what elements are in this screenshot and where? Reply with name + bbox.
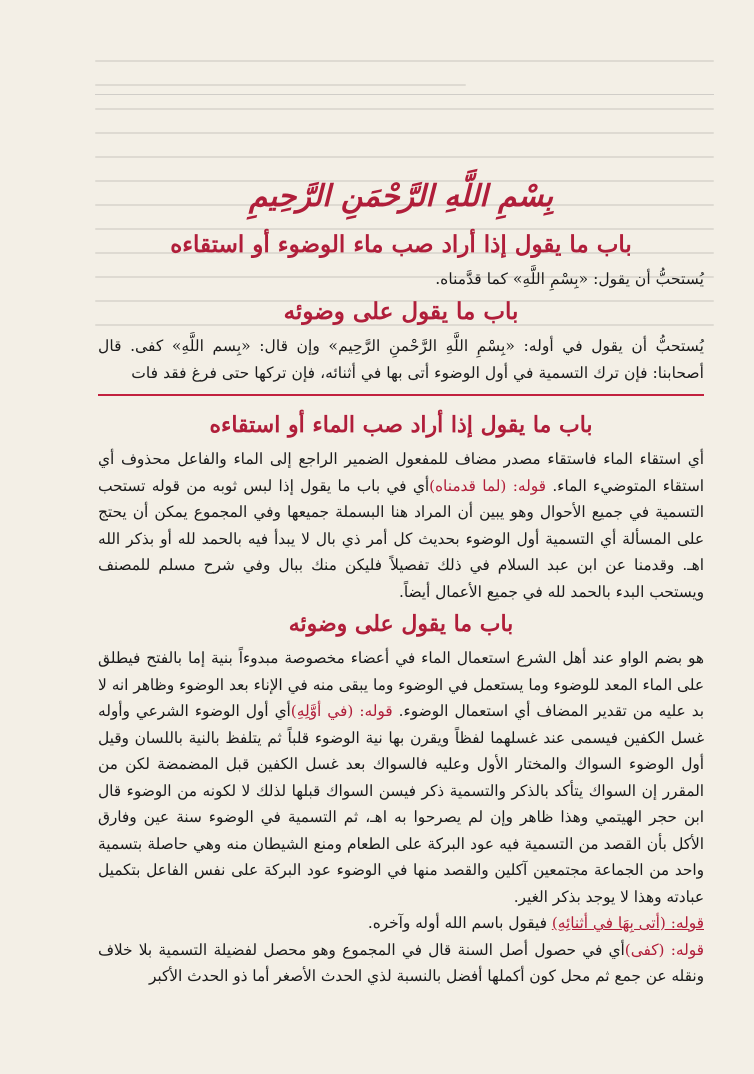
- commentary-2-text-a: هو بضم الواو عند أهل الشرع استعمال الماء في أعضاء مخصوصة مبدوءاً بنية إما بالفتح فيطلق على الماء المعد للوضوء وما يستعمل في الوضوء وما يبقى منه في الإناء بعد الوضوء وظاهر انه لا بد عليه من تقدير المضاف أي استعمال الوضوء.: [98, 649, 704, 720]
- commentary-1-quote: قوله: (لما قدمناه): [429, 476, 546, 495]
- commentary-paragraph-1: [98, 446, 704, 605]
- commentary-paragraph-4: [98, 937, 704, 990]
- commentary-title-2: باب ما يقول على وضوئه: [288, 611, 514, 637]
- section-divider: [98, 394, 704, 396]
- commentary-2-text-b: أي أول الوضوء الشرعي وأوله غسل الكفين فيسمى عند غسلهما لفظاً ويقرن بها نية الوضوء قلباً ثم يتلفظ بالنية باللسان وقيل أول الوضوء السواك والمختار الأول وعليه فالسواك بعد غسل الكفين قبل المضمضة لكن من المقرر إن السواك يتأكد بالذكر والتسمية ذكر فيسن السواك قبلها لذلك لا لكونه من الوضوء قال ابن حجر الهيتمي وهذا ظاهر وإن لم يصرحوا به اهـ، ثم التسمية في الوضوء سنة عين وفارق الأكل بأن القصد من التسمية فيه عود البركة على الطعام ومنع الشيطان منه وهي حاصلة بتسمية واحد من الجماعة مجتمعين آكلين والقصد منها في الوضوء عود البركة على نفس الفاعل بتكميل عبادته وهذا لا يوجد بذكر الغير.: [98, 702, 704, 906]
- top-title-2: باب ما يقول على وضوئه: [283, 298, 519, 325]
- commentary-1-text-a: أي استقاء الماء فاستقاء مصدر مضاف للمفعول الضمير الراجع إلى الماء والفاعل محذوف أي استقاء المتوضيء الماء.: [98, 450, 704, 495]
- commentary-paragraph-2: [98, 645, 704, 910]
- commentary-title-1: باب ما يقول إذا أراد صب الماء أو استقاءه: [209, 412, 593, 438]
- commentary-1-text-b: أي في باب ما يقول إذا لبس ثوبه من قوله تستحب التسمية في جميع الأحوال وهو يبين أن المراد هنا البسملة جميعها وفي المجموع يمكن أن يحتج على المسألة أي التسمية أول الوضوء بحديث كل أمر ذي بال لا يبدأ فيه بالحمد لله أو بذكر الله اهـ. وقدمنا عن ابن عبد السلام في ذلك تفصيلاً فليكن منك ببال وفي شرح مسلم للمصنف ويستحب البدء بالحمد لله في جميع الأعمال أيضاً.: [98, 476, 704, 601]
- commentary-paragraph-3: [98, 910, 704, 937]
- commentary-3-quote: قوله: (أتى بِهَا في أثنائِهِ): [551, 914, 704, 932]
- commentary-3-text: فيقول باسم الله أوله وآخره.: [367, 914, 547, 932]
- top-title-1: باب ما يقول إذا أراد صب ماء الوضوء أو استقاءه: [170, 231, 632, 258]
- top-paragraph-1: يُستحبُّ أن يقول: «بِسْمِ اللَّهِ» كما قدَّمناه.: [435, 270, 704, 288]
- commentary-2-quote: قوله: (في أوَّلِهِ): [290, 702, 393, 720]
- commentary-4-text: أي في حصول أصل السنة قال في المجموع وهو محصل لفضيلة التسمية بلا خلاف ونقله عن جمع ثم محل كون أكملها أفضل بالنسبة لذي الحدث الأصغر أما ذو الحدث الأكبر: [98, 940, 704, 985]
- page-content: [98, 178, 704, 990]
- commentary-4-quote: قوله: (كفى): [624, 940, 704, 959]
- top-paragraph-2: يُستحبُّ أن يقول في أوله: «بِسْمِ اللَّهِ الرَّحْمنِ الرَّحِيم» وإن قال: «بِسم اللَّهِ» كفى. قال أصحابنا: فإن ترك التسمية في أول الوضوء أتى بها في أثنائه، فإن تركها حتى فرغ فقد فات: [98, 337, 704, 382]
- basmala-heading: بِسْمِ اللَّهِ الرَّحْمَنِ الرَّحِيمِ: [248, 179, 554, 214]
